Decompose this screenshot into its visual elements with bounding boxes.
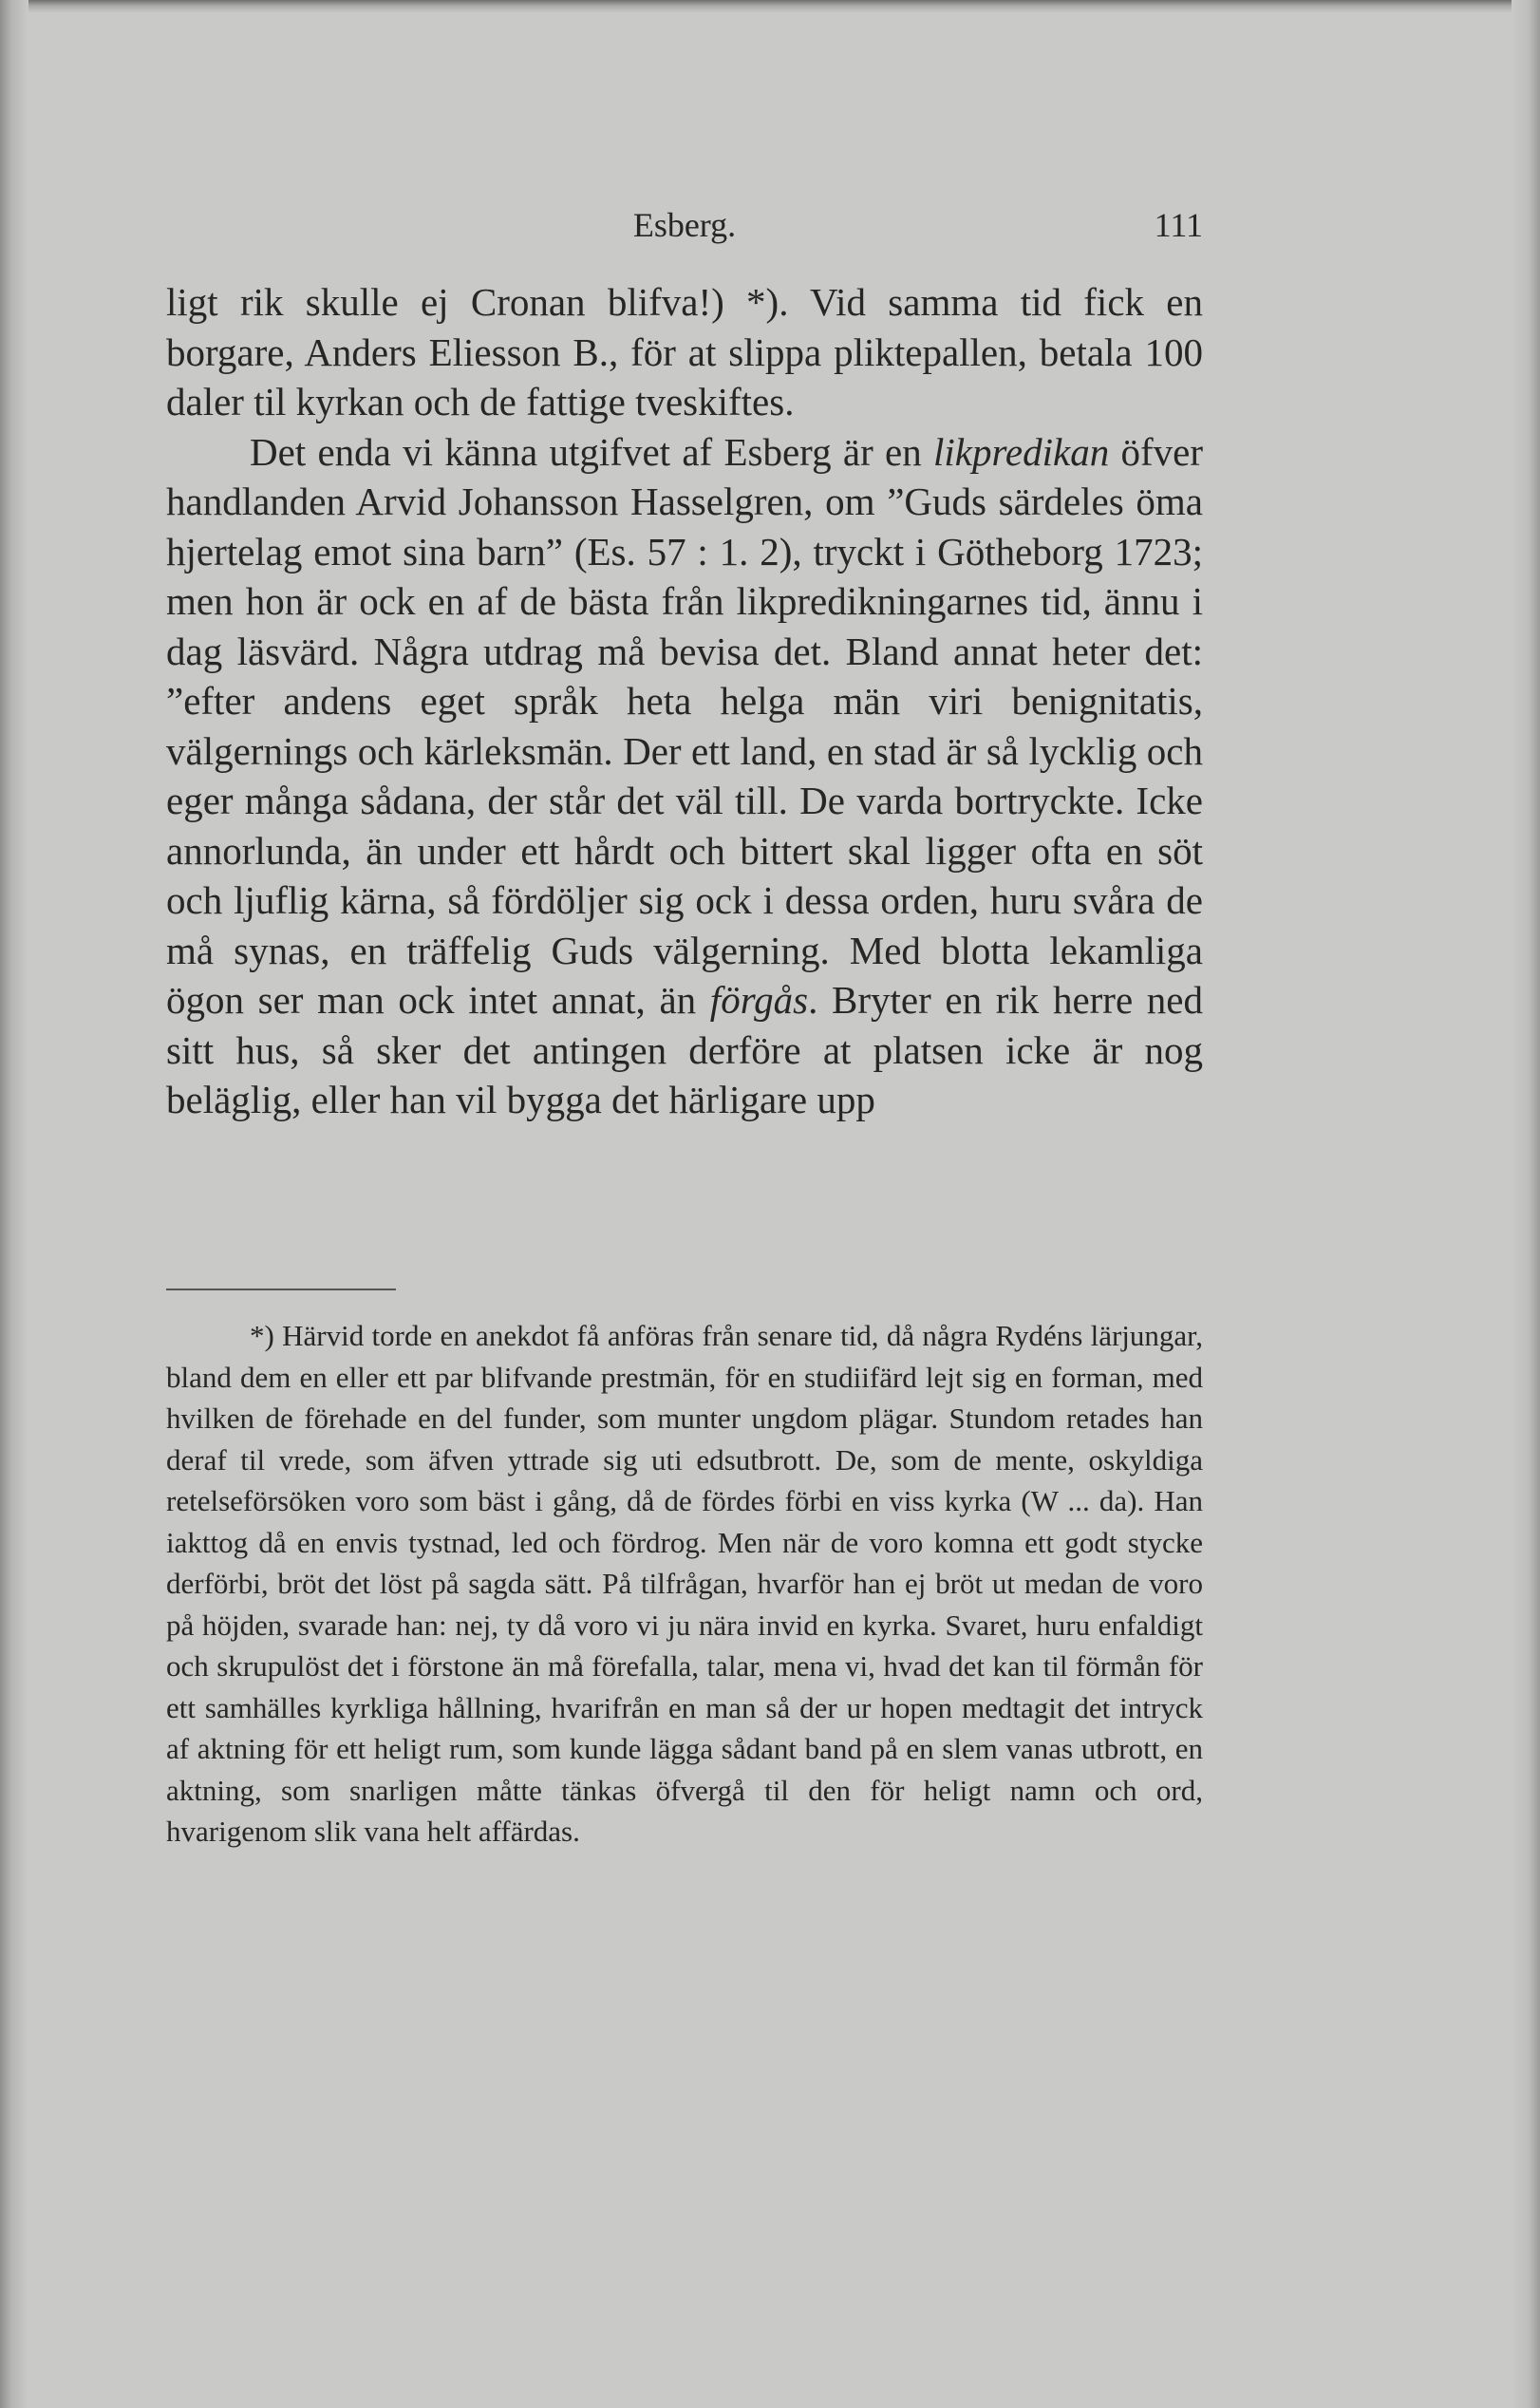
paragraph-2-middle: öfver handlanden Arvid Johansson Hasselgren, om ”Guds särdeles öma hjertelag emot sina barn” (Es. 57 : 1. 2), tryckt i Götheborg 1723; men hon är ock en af de bästa från likpredikningarnes tid, ännu i dag läsvärd. Några utdrag må bevisa det. Bland annat heter det: ”efter andens eget språk heta helga män viri benignitatis, välgernings och kärleksmän. Der ett land, en stad är så lycklig och eger många sådana, der står det väl till. De varda bortryckte. Icke annorlunda, än under ett hårdt och bittert skal ligger ofta en söt och ljuflig kärna, så fördöljer sig ock i dessa orden, huru svåra de må synas, en träffelig Guds välgerning. Med blotta lekamliga ögon ser man ock intet annat, än xyxy=(166,429,1203,1022)
running-head xyxy=(166,201,1203,249)
footnote-text: *) Härvid torde en anekdot få anföras från senare tid, då några Rydéns lärjungar, bland dem en eller ett par blifvande prestmän, för en studiifärd lejt sig en forman, med hvilken de förehade en del funder, som munter ungdom plägar. Stundom retades han deraf til vrede, som äfven yttrade sig uti edsutbrott. De, som de mente, oskyldiga retelseförsöken voro som bäst i gång, då de fördes förbi en viss kyrka (W ... da). Han iakttog då en envis tystnad, led och fördrog. Men när de voro komna ett godt stycke derförbi, bröt det löst på sagda sätt. På tilfrågan, hvarför han ej bröt ut medan de voro på höjden, svarade han: nej, ty då voro vi ju nära invid en kyrka. Svaret, huru enfaldigt och skrupulöst det i förstone än må förefalla, talar, mena vi, hvad det kan til förmån för ett samhälles kyrkliga hållning, hvarifrån en man så der ur hopen medtagit det intryck af aktning för ett heligt rum, som kunde lägga sådant band på en slem vanas utbrott, en aktning, som snarligen måtte tänkas öfvergå til den för heligt namn och ord, hvarigenom slik vana helt affärdas. xyxy=(166,1319,1203,1848)
footnote-divider xyxy=(166,1289,396,1290)
page-number: 111 xyxy=(1154,206,1203,244)
scan-edge-right xyxy=(1512,0,1540,2408)
paragraph-2-end: . Bryter en rik herre ned sitt hus, så sker det antingen derföre at platsen icke är nog beläglig, eller han vil bygga det härligare upp xyxy=(166,978,1203,1121)
scan-edge-left xyxy=(0,0,28,2408)
italic-title: likpredikan xyxy=(933,429,1110,474)
italic-emphasis: förgås xyxy=(709,978,809,1022)
body-text xyxy=(166,277,1203,1125)
paragraph-2-start: Det enda vi känna utgifvet af Esberg är en xyxy=(250,429,933,474)
running-title: Esberg. xyxy=(632,206,737,244)
footnotes xyxy=(166,1315,1203,1853)
paragraph-2 xyxy=(166,427,1203,1125)
paragraph-1: ligt rik skulle ej Cronan blifva!) *). Vid samma tid fick en borgare, Anders Eliesson B., för at slippa pliktepallen, betala 100 daler til kyrkan och de fattige tveskiftes. xyxy=(166,280,1203,423)
book-page xyxy=(166,0,1203,2408)
